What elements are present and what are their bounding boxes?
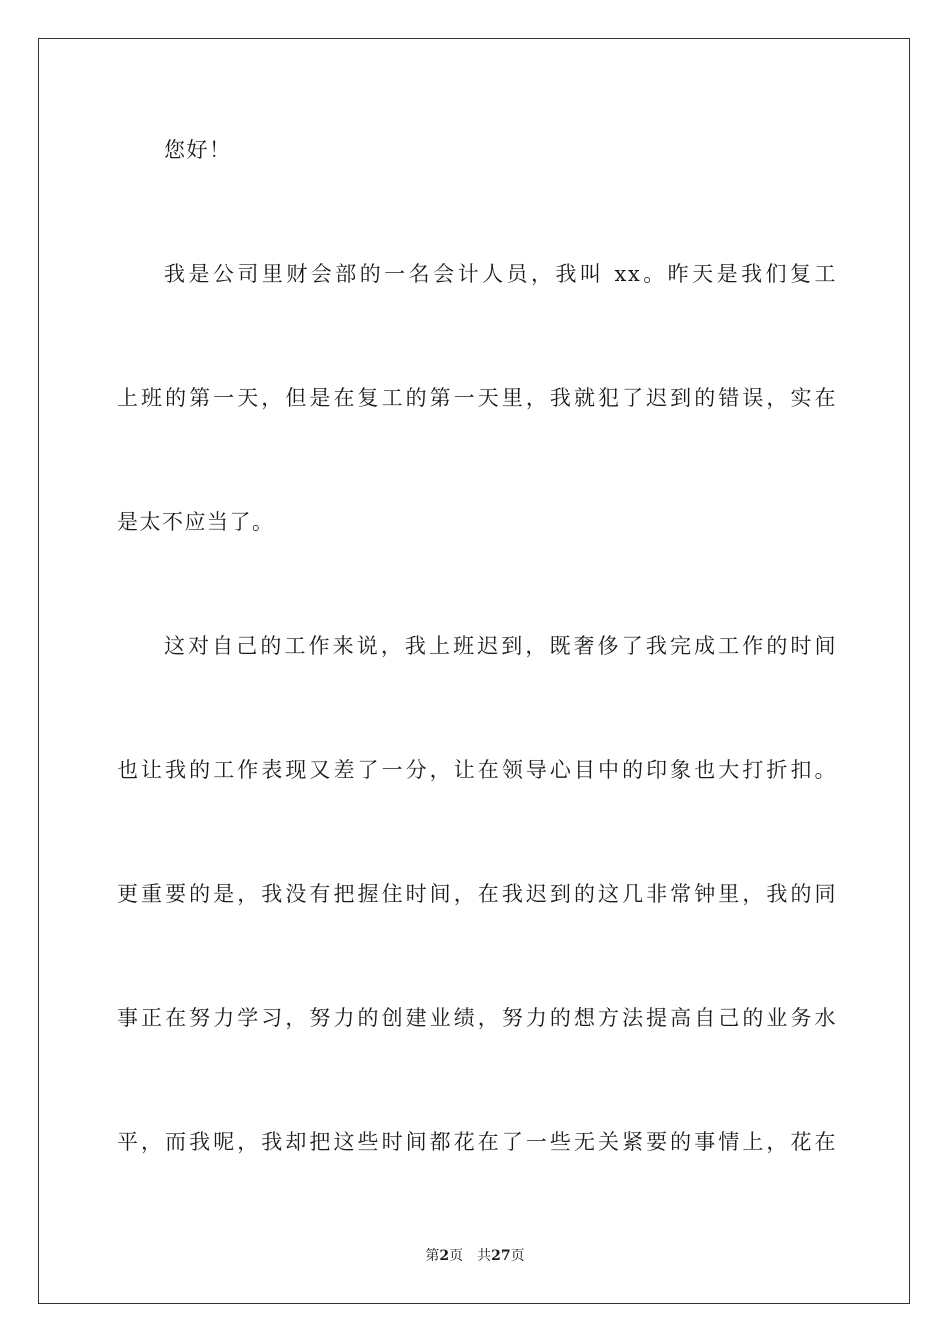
body-line-4: 这对自己的工作来说，我上班迟到，既奢侈了我完成工作的时间 — [164, 634, 837, 658]
page-current: 2 — [439, 1248, 450, 1264]
body-line-8: 平，而我呢，我却把这些时间都花在了一些无关紧要的事情上，花在 — [117, 1130, 837, 1154]
total-unit: 页 — [510, 1248, 525, 1264]
body-line-6: 更重要的是，我没有把握住时间，在我迟到的这几非常钟里，我的同 — [117, 882, 837, 906]
greeting-line: 您好！ — [164, 138, 232, 162]
page-footer — [0, 1246, 950, 1266]
body-line-3: 是太不应当了。 — [117, 510, 275, 534]
body-line-7: 事正在努力学习，努力的创建业绩，努力的想方法提高自己的业务水 — [117, 1006, 837, 1030]
body-line-2: 上班的第一天，但是在复工的第一天里，我就犯了迟到的错误，实在 — [117, 386, 837, 410]
page-prefix: 第 — [425, 1248, 440, 1264]
page-border — [38, 38, 910, 1304]
page-total: 27 — [491, 1248, 511, 1264]
total-prefix: 共 — [477, 1248, 492, 1264]
body-line-1: 我是公司里财会部的一名会计人员，我叫 xx。昨天是我们复工 — [164, 262, 837, 286]
page-unit: 页 — [449, 1248, 464, 1264]
body-line-5: 也让我的工作表现又差了一分，让在领导心目中的印象也大打折扣。 — [117, 758, 837, 782]
